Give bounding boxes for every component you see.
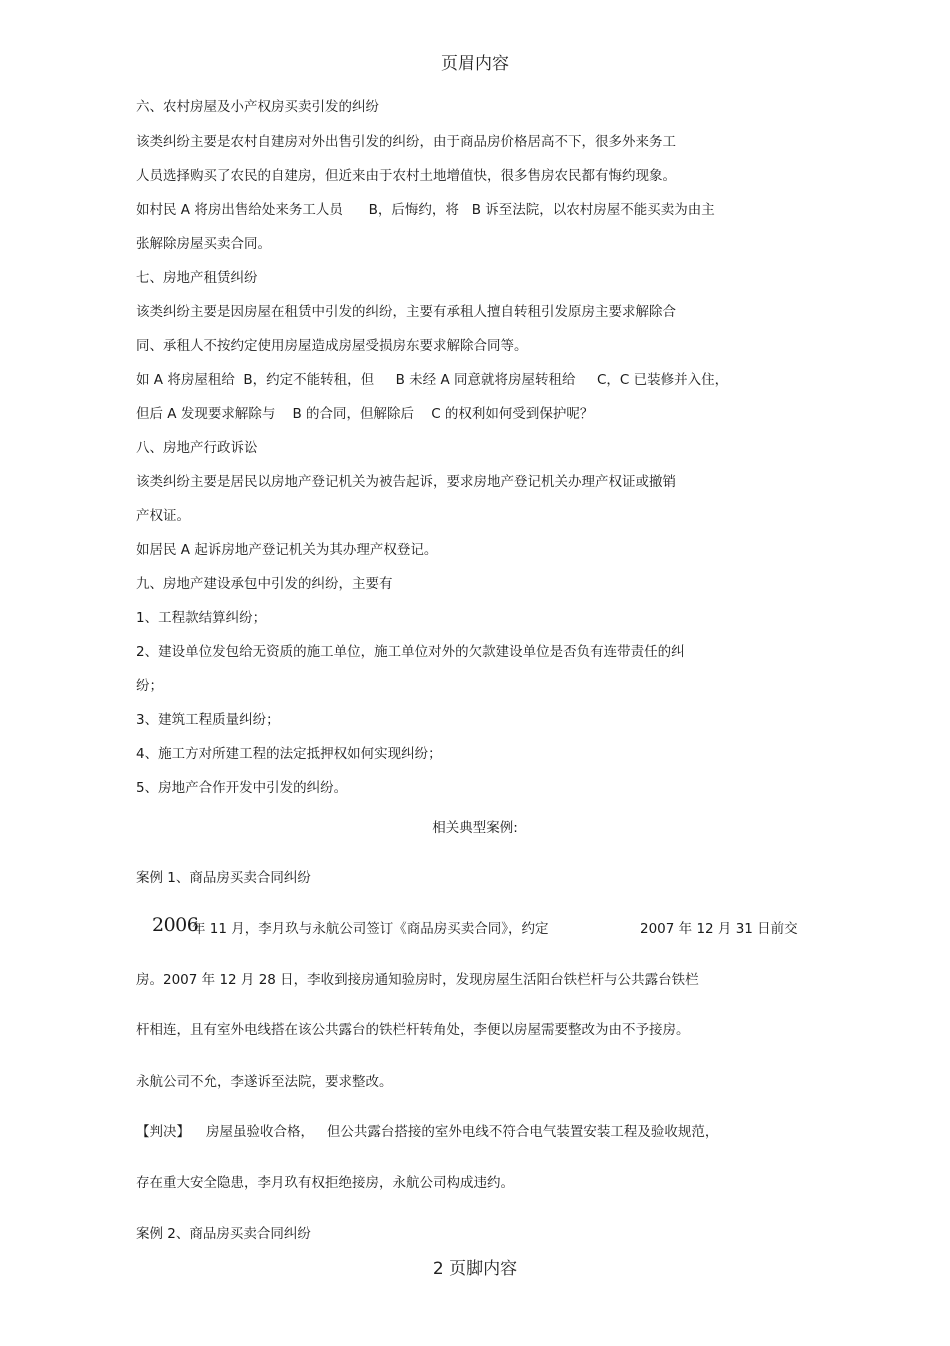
case-1-date: 2007 年 12 月 31 日前交 bbox=[640, 921, 798, 937]
paragraph-line: 如村民 A 将房出售给处来务工人员 B，后悔约，将 B 诉至法院，以农村房屋不能买卖为由主 bbox=[136, 202, 715, 218]
case-1-text: 年 11 月，李月玖与永航公司签订《商品房买卖合同》，约定 bbox=[192, 921, 549, 937]
paragraph-line: 但后 A 发现要求解除与 B 的合同，但解除后 C 的权利如何受到保护呢？ bbox=[136, 406, 594, 422]
paragraph-line: 该类纠纷主要是居民以房地产登记机关为被告起诉，要求房地产登记机关办理产权证或撤销 bbox=[136, 474, 676, 490]
case-2-title: 案例 2、商品房买卖合同纠纷 bbox=[136, 1226, 311, 1242]
list-item: 1、工程款结算纠纷； bbox=[136, 610, 267, 626]
list-item: 4、施工方对所建工程的法定抵押权如何实现纠纷； bbox=[136, 746, 442, 762]
verdict-label: 【判决】 bbox=[136, 1124, 190, 1140]
paragraph-line: 同、承租人不按约定使用房屋造成房屋受损房东要求解除合同等。 bbox=[136, 338, 528, 354]
paragraph-line: 该类纠纷主要是因房屋在租赁中引发的纠纷，主要有承租人擅自转租引发原房主要求解除合 bbox=[136, 304, 676, 320]
page-footer: 2 页脚内容 bbox=[432, 1259, 518, 1279]
section-9-title: 九、房地产建设承包中引发的纠纷，主要有 bbox=[136, 576, 393, 592]
section-7-title: 七、房地产租赁纠纷 bbox=[136, 270, 258, 286]
paragraph-line: 存在重大安全隐患，李月玖有权拒绝接房，永航公司构成违约。 bbox=[136, 1175, 514, 1191]
verdict-text: 房屋虽验收合格， 但公共露台搭接的室外电线不符合电气装置安装工程及验收规范， bbox=[206, 1124, 719, 1140]
paragraph-line: 该类纠纷主要是农村自建房对外出售引发的纠纷，由于商品房价格居高不下，很多外来务工 bbox=[136, 134, 676, 150]
case-1-year: 2006 bbox=[152, 914, 199, 936]
case-1-line-1 bbox=[0, 916, 950, 942]
list-item: 5、房地产合作开发中引发的纠纷。 bbox=[136, 780, 348, 796]
list-item-continuation: 纷； bbox=[136, 678, 163, 694]
paragraph-line: 张解除房屋买卖合同。 bbox=[136, 236, 271, 252]
cases-heading: 相关典型案例: bbox=[432, 820, 518, 836]
case-1-title: 案例 1、商品房买卖合同纠纷 bbox=[136, 870, 311, 886]
paragraph-line: 永航公司不允，李遂诉至法院，要求整改。 bbox=[136, 1074, 393, 1090]
paragraph-line: 如居民 A 起诉房地产登记机关为其办理产权登记。 bbox=[136, 542, 438, 558]
section-8-title: 八、房地产行政诉讼 bbox=[136, 440, 258, 456]
paragraph-line: 产权证。 bbox=[136, 508, 190, 524]
paragraph-line: 如 A 将房屋租给 B，约定不能转租，但 B 未经 A 同意就将房屋转租给 C，C 已装修并入住， bbox=[136, 372, 729, 388]
paragraph-line: 杆相连，且有室外电线搭在该公共露台的铁栏杆转角处，李便以房屋需要整改为由不予接房。 bbox=[136, 1022, 690, 1038]
paragraph-line: 房。2007 年 12 月 28 日，李收到接房通知验房时，发现房屋生活阳台铁栏杆与公共露台铁栏 bbox=[136, 972, 699, 988]
paragraph-line: 人员选择购买了农民的自建房，但近来由于农村土地增值快，很多售房农民都有悔约现象。 bbox=[136, 168, 676, 184]
section-6-title: 六、农村房屋及小产权房买卖引发的纠纷 bbox=[136, 99, 379, 115]
page-header: 页眉内容 bbox=[441, 54, 509, 74]
verdict-line-1 bbox=[0, 1123, 950, 1143]
list-item: 3、建筑工程质量纠纷； bbox=[136, 712, 280, 728]
list-item: 2、建设单位发包给无资质的施工单位，施工单位对外的欠款建设单位是否负有连带责任的纠 bbox=[136, 644, 685, 660]
